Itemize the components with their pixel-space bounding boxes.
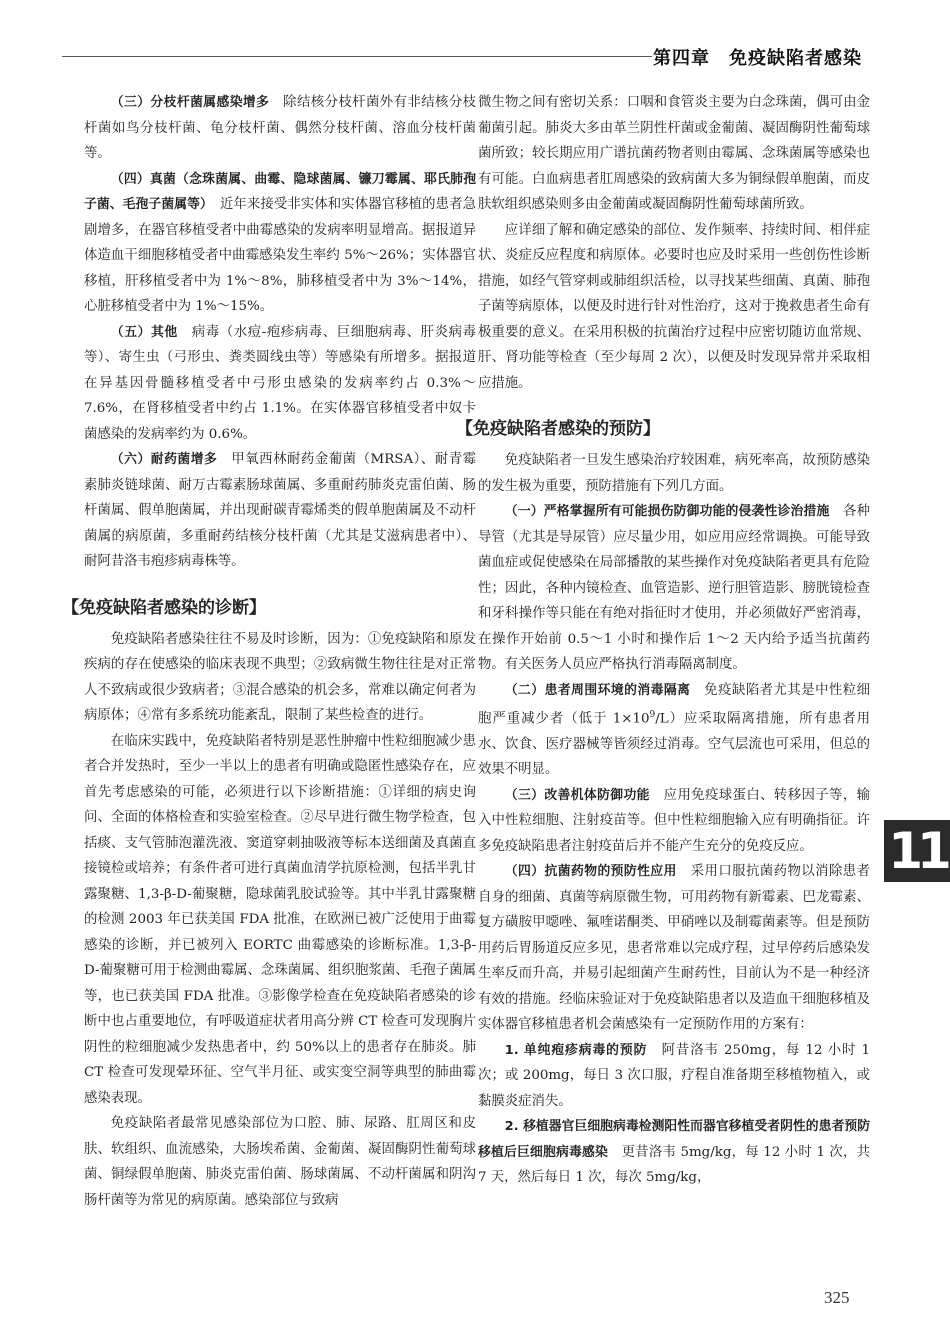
paragraph-continued: 微生物之间有密切关系：口咽和食管炎主要为白念珠菌，偶可由金葡菌引起。肺炎大多由革兰阴性杆菌或金葡菌、凝固酶阴性葡萄球菌所致；较长期应用广谱抗菌药物者则由霉属、念珠菌属等感染也有可能。白血病患者肛周感染的致病菌大多为铜绿假单胞菌，而皮肤软组织感染则多由金葡菌或凝固酶阴性葡萄球菌所致。 (478, 95, 870, 212)
subheading: （三）改善机体防御功能 (504, 787, 650, 803)
subheading: （二）患者周围环境的消毒隔离 (504, 682, 691, 698)
subheading: 1. 单纯疱疹病毒的预防 (504, 1042, 648, 1058)
section-heading-diagnosis: 【免疫缺陷者感染的诊断】 (62, 597, 266, 618)
chapter-title: 第四章 免疫缺陷者感染 (653, 48, 862, 69)
paragraph-other: （五）其他 病毒（水痘-疱疹病毒、巨细胞病毒、肝炎病毒等）、寄生虫（弓形虫、粪类圆线虫等）等感染有所增多。据报道在异基因骨髓移植受者中弓形虫感染的发病率约占 0.3%～7.6%，在肾移植受者中约占 1.1%。在实体器官移植受者中奴卡菌感染的发病率约为 0.6%。 (84, 324, 477, 442)
section-heading-prevention: 【免疫缺陷者感染的预防】 (456, 419, 660, 439)
paragraph-isolation: （二）患者周围环境的消毒隔离 免疫缺陷者尤其是中性粒细胞严重减少者（低于 $1\times 10^9/L$）应采取隔离措施，所有患者用水、饮食、医疗器械等皆须经过消毒。空气层流也可采用，但总的效果不明显。 (478, 682, 871, 778)
paragraph-diagnosis-3: 免疫缺陷者最常见感染部位为口腔、肺、尿路、肛周区和皮肤、软组织、血流感染，大肠埃希菌、金葡菌、凝固酶阴性葡萄球菌、铜绿假单胞菌、肺炎克雷伯菌、肠球菌属、不动杆菌属和阴沟肠杆菌等为常见的病原菌。感染部位与致病 (84, 1116, 476, 1208)
subheading: （四）抗菌药物的预防性应用 (504, 864, 677, 880)
subheading: （四）真菌（念珠菌属、曲霉、隐球菌属、镰刀霉属、耶氏肺孢子菌、毛孢子菌属等） (84, 171, 476, 212)
paragraph-antibiotic: （四）抗菌药物的预防性应用 采用口服抗菌药物以消除患者自身的细菌、真菌等病原微生物，可用药物有新霉素、巴龙霉素、复方磺胺甲噁唑、氟喹诺酮类、甲硝唑以及制霉菌素等。但是预防用药后胃肠道反应多见，患者常难以完成疗程，过早停药后感染发生率反而升高，并易引起细菌产生耐药性，目前认为不是一种经济有效的措施。经临床验证对于免疫缺陷患者以及造血干细胞移植及实体器官移植患者机会菌感染有一定预防作用的方案有： (478, 864, 870, 1033)
paragraph-fungi: （四）真菌（念珠菌属、曲霉、隐球菌属、镰刀霉属、耶氏肺孢子菌、毛孢子菌属等） 近年来接受非实体和实体器官移植的患者急剧增多，在器官移植受者中曲霉感染的发病率明显增高。据报道异体造血干细胞移植受者中曲霉感染发生率约 5%～26%；实体器官移植，肝移植受者中为 1%～8%，肺移植受者中为 3%～14%，心脏移植受者中为 1%～15%。 (84, 171, 476, 314)
left-column (62, 90, 477, 1213)
paragraph-mycobacteria: （三）分枝杆菌属感染增多 除结核分枝杆菌外有非结核分枝杆菌如鸟分枝杆菌、龟分枝杆菌、偶然分枝杆菌、溶血分枝杆菌等。 (84, 95, 477, 161)
paragraph-diagnosis-2: 在临床实践中，免疫缺陷者特别是恶性肿瘤中性粒细胞减少患者合并发热时，至少一半以上的患者有明确或隐匿性感染存在，应首先考虑感染的可能，必须进行以下诊断措施：①详细的病史询问、全面的体格检查和实验室检查。②尽早进行微生物学检查，包括痰、支气管肺泡灌洗液、窦道穿刺抽吸液等标本送细菌及真菌直接镜检或培养；有条件者可进行真菌血清学抗原检测，包括半乳甘露聚糖、1,3-β-D-葡聚糖，隐球菌乳胶试验等。其中半乳甘露聚糖的检测 2003 年已获美国 FDA 批准，在欧洲已被广泛使用于曲霉感染的诊断，并已被列入 EORTC 曲霉感染的诊断标准。1,3-β-D-葡聚糖可用于检测曲霉属、念珠菌属、组织胞浆菌、毛孢子菌属等，也已获美国 FDA 批准。③影像学检查在免疫缺陷者感染的诊断中也占重要地位，有呼吸道症状者用高分辨 CT 检查可发现胸片阴性的粒细胞减少发热患者中，约 50%以上的患者存在肺炎。肺 CT 检查可发现晕环征、空气半月征、或实变空洞等典型的肺曲霉感染表现。 (84, 733, 476, 1106)
subheading: （一）严格掌握所有可能损伤防御功能的侵袭性诊治措施 (504, 504, 830, 519)
paragraph-hsv: 1. 单纯疱疹病毒的预防 阿昔洛韦 250mg，每 12 小时 1 次；或 200mg，每日 3 次口服，疗程自准备期至移植物植入，或黏膜炎症消失。 (478, 1042, 871, 1109)
right-column (456, 90, 871, 1191)
paragraph-resistant: （六）耐药菌增多 甲氧西林耐药金葡菌（MRSA）、耐青霉素肺炎链球菌、耐万古霉素肠球菌属、多重耐药肺炎克雷伯菌、肠杆菌属、假单胞菌属，并出现耐碳青霉烯类的假单胞菌属及不动杆菌属的病原菌，多重耐药结核分枝杆菌（尤其是艾滋病患者中）、耐阿昔洛韦疱疹病毒株等。 (84, 452, 477, 569)
paragraph-defense: （三）改善机体防御功能 应用免疫球蛋白、转移因子等，输入中性粒细胞、注射疫苗等。但中性粒细胞输入应有明确指征。许多免疫缺陷患者注射疫苗后并不能产生充分的免疫反应。 (478, 787, 871, 854)
paragraph-prevention-intro: 免疫缺陷者一旦发生感染治疗较困难，病死率高，故预防感染的发生极为重要，预防措施有下列几方面。 (478, 453, 870, 494)
paragraph-detail: 应详细了解和确定感染的部位、发作频率、持续时间、相伴症状、炎症反应程度和病原体。必要时也应及时采用一些创伤性诊断措施，如经气管穿刺或肺组织活检，以寻找某些细菌、真菌、肺孢子菌等病原体，以便及时进行针对性治疗，这对于挽救患者生命有极重要的意义。在采用积极的抗菌治疗过程中应密切随访血常规、肝、肾功能等检查（至少每周 2 次），以便及时发现异常并采取相应措施。 (478, 222, 870, 391)
page-number: 325 (824, 1288, 850, 1307)
header-rule (62, 56, 652, 57)
subheading: （五）其他 (110, 324, 178, 340)
paragraph-cmv: 2. 移植器官巨细胞病毒检测阳性而器官移植受者阴性的患者预防移植后巨细胞病毒感染 更昔洛韦 5mg/kg，每 12 小时 1 次，共 7 天，然后每日 1 次，每次 5mg/kg， (478, 1119, 871, 1186)
subheading: 2. 移植器官巨细胞病毒检测阳性而器官移植受者阴性的患者预防移植后巨细胞病毒感染 (478, 1119, 870, 1160)
paragraph-invasive: （一）严格掌握所有可能损伤防御功能的侵袭性诊治措施 各种导管（尤其是导尿管）应尽量少用，如应用应经常调换。可能导致菌血症或促使感染在局部播散的某些操作对免疫缺陷者更具有危险性；因此，各种内镜检查、血管造影、逆行胆管造影、膀胱镜检查和牙科操作等只能在有绝对指征时才使用，并必须做好严密消毒，在操作开始前 0.5～1 小时和操作后 1～2 天内给予适当抗菌药物。有关医务人员应严格执行消毒隔离制度。 (478, 504, 871, 672)
chapter-tab: 11 (884, 820, 950, 882)
paragraph-diagnosis-1: 免疫缺陷者感染往往不易及时诊断，因为：①免疫缺陷和原发疾病的存在使感染的临床表现不典型；②致病微生物往往是对正常人不致病或很少致病者；③混合感染的机会多，常难以确定何者为病原体；④常有多系统功能紊乱，限制了某些检查的进行。 (84, 631, 476, 723)
subheading: （三）分枝杆菌属感染增多 (110, 95, 270, 110)
subheading: （六）耐药菌增多 (110, 452, 218, 467)
